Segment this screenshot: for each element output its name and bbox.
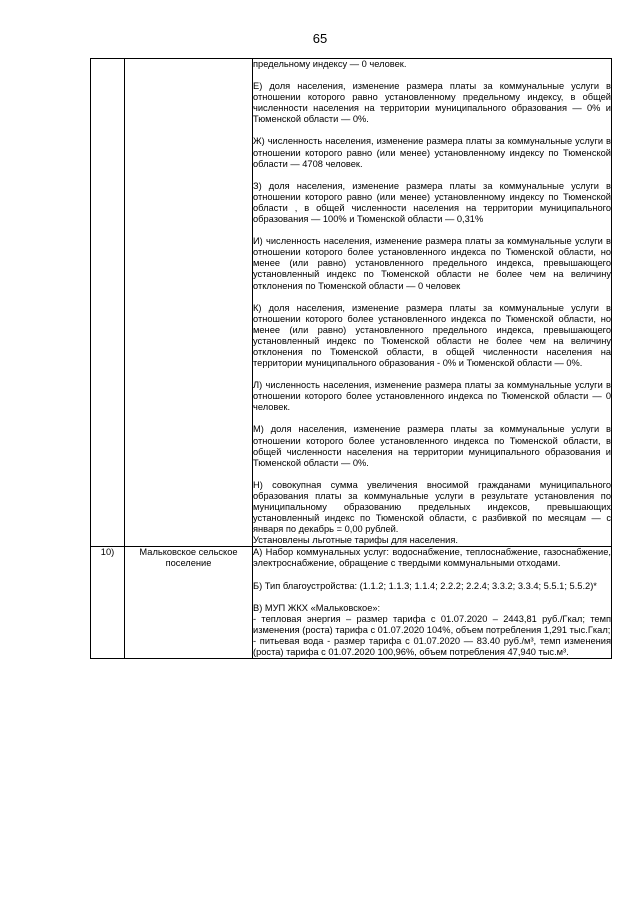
page-number: 65 (312, 31, 328, 46)
description-cell (253, 547, 612, 659)
description-cell (253, 59, 612, 547)
paragraph: З) доля населения, изменение размера платы за коммунальные услуги в отношении которого равно (или менее) установленному индексу по Тюменской области , в общей численности населения на территории муниципального образования — 100% и Тюменской области — 0,31% (253, 180, 611, 225)
paragraph: предельному индексу — 0 человек. (253, 59, 407, 69)
municipality-name-cell: Мальковское сельское поселение (125, 547, 253, 659)
paragraph: К) доля населения, изменение размера платы за коммунальные услуги в отношении которого более установленного индекса по Тюменской области, но менее (или равно) установленного предельного индекса, превышающего установленный индекс по Тюменской области не более чем на величину отклонения по Тюменской области, в общей численности населения на территории муниципального образования - 0% и Тюменской области — 0%. (253, 302, 611, 369)
paragraph: Е) доля населения, изменение размера платы за коммунальные услуги в отношении которого равно установленному предельному индексу, в общей численности населения на территории муниципального образования — 0% и Тюменской области — 0%. (253, 81, 611, 125)
table-row (91, 547, 612, 659)
municipal-data-table (90, 58, 612, 659)
table-row (91, 59, 612, 547)
paragraph: - питьевая вода - размер тарифа с 01.07.2020 — 83.40 руб./м³, темп изменения (роста) тарифа с 01.07.2020 100,96%, объем потребления 47,940 тыс.м³. (253, 635, 611, 658)
paragraph: А) Набор коммунальных услуг: водоснабжение, теплоснабжение, газоснабжение, электроснабжение, обращение с твердыми коммунальными отходами. (253, 547, 611, 569)
paragraph: - тепловая энергия – размер тарифа с 01.07.2020 – 2443,81 руб./Гкал; темп изменения (роста) тарифа с 01.07.2020 104%, объем потребления 1,291 тыс.Гкал; (253, 613, 611, 635)
row-number-cell (91, 59, 125, 547)
paragraph: В) МУП ЖКХ «Мальковское»: (253, 602, 381, 613)
paragraph: Н) совокупная сумма увеличения вносимой гражданами муниципального образования платы за коммунальные услуги в результате установления по муниципальному образованию предельных индексов, превышающих установленный индекс по Тюменской области, с разбивкой по месяцам — с января по декабрь = 0,00 рублей. (253, 479, 611, 535)
paragraph: Установлены льготные тарифы для населения. (253, 535, 458, 546)
row-number-cell: 10) (91, 547, 125, 659)
paragraph: И) численность населения, изменение размера платы за коммунальные услуги в отношении которого более установленного индекса по Тюменской области, но менее (или равно) установленного предельного индекса, превышающего установленный индекс по Тюменской области не более чем на величину отклонения по Тюменской области — 0 человек (253, 236, 611, 291)
municipality-name-cell (125, 59, 253, 547)
paragraph: Ж) численность населения, изменение размера платы за коммунальные услуги в отношении которого равно (или менее) установленному индексу по Тюменской области — 4708 человек. (253, 136, 611, 169)
paragraph: Л) численность населения, изменение размера платы за коммунальные услуги в отношении которого более установленного индекса по Тюменской области — 0 человек. (253, 380, 611, 413)
paragraph: М) доля населения, изменение размера платы за коммунальные услуги в отношении которого более установленного индекса по Тюменской области, в общей численности населения на территории муниципального образования и Тюменской области — 0%. (253, 424, 611, 468)
paragraph: Б) Тип благоустройства: (1.1.2; 1.1.3; 1.1.4; 2.2.2; 2.2.4; 3.3.2; 3.3.4; 5.5.1; 5.5.2)* (253, 580, 597, 591)
